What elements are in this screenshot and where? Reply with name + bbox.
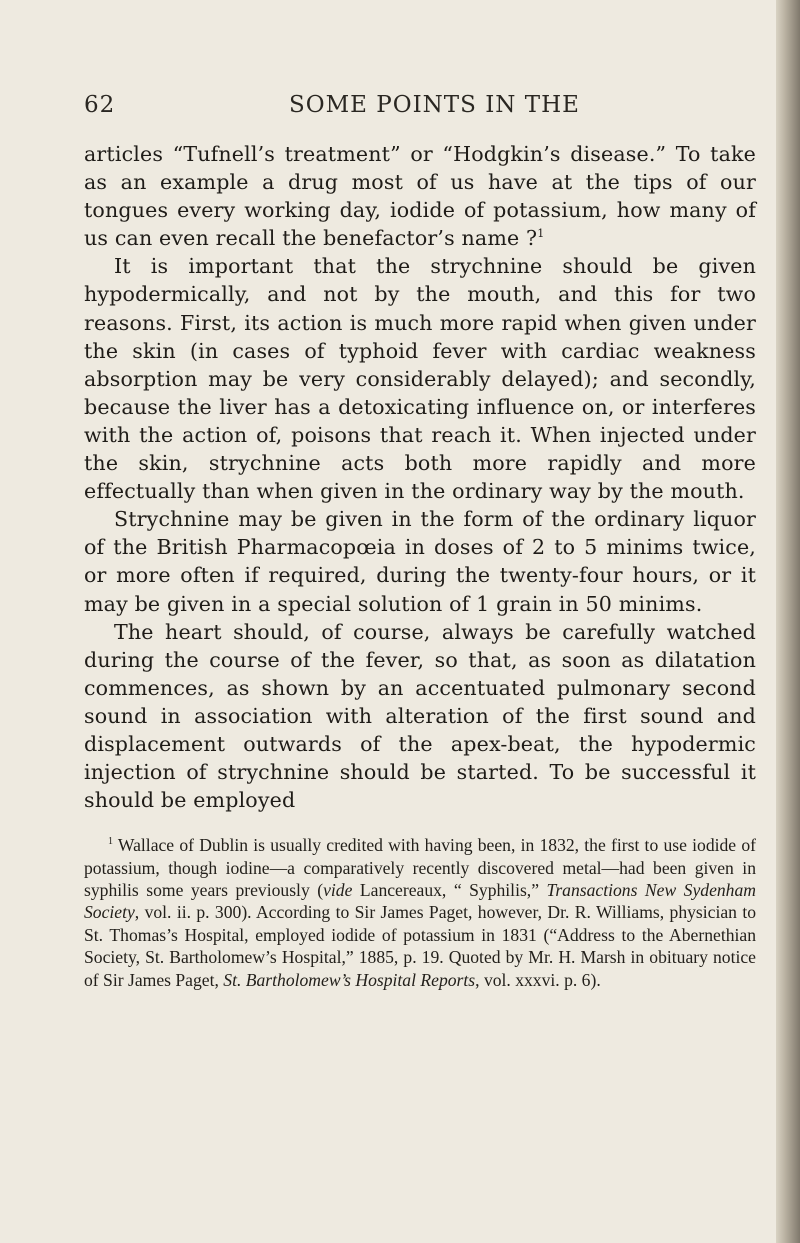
footnote-text [84, 834, 756, 991]
footnote-segment: , vol. ii. p. 300). According to Sir James Paget, however, Dr. R. Williams, physician to St. Thomas’s Hospital, employed iodide of potassium in 1831 (“Address to the Abernethian Society, St. Bartholomew’s Hospital,” 1885, p. 19. Quoted by Mr. H. Marsh in obituary notice of Sir James Paget, [84, 902, 756, 990]
running-head: SOME POINTS IN THE [289, 92, 580, 118]
paragraph-heart: The heart should, of course, always be carefully watched during the course of the fever, so that, as soon as dilatation commences, as shown by an accentuated pulmonary second sound in association with alteration of the first sound and displacement outwards of the apex-beat, the hypodermic injection of strychnine should be started. To be successful it should be employed [84, 619, 756, 813]
footnote-segment: , vol. xxxvi. p. 6). [475, 969, 601, 990]
footnote-vide: vide [323, 880, 353, 901]
page-edge-shadow [776, 0, 800, 1243]
paragraph-hypodermic: It is important that the strychnine should be given hypodermically, and not by the mouth, and this for two reasons. First, its action is much more rapid when given under the skin (in cases of typhoid fever with cardiac weakness absorption may be very considerably delayed); and secondly, because the liver has a detoxicating influence on, or interferes with the action of, poisons that reach it. When injected under the skin, strychnine acts both more rapidly and more effectually than when given in the ordinary way by the mouth. [84, 254, 756, 504]
page-content [84, 92, 756, 991]
page-header [84, 92, 756, 128]
paragraph-continued [84, 140, 756, 252]
footnote-mark: 1 [108, 836, 113, 848]
footnote-segment: Wallace of Dublin is usually credited with having been, in 1832, the first to use iodide of potassium, though iodine—a comparatively recently discovered metal—had been given in syphilis some years previously ( [84, 835, 756, 901]
body-text [84, 140, 756, 814]
footnote-reports-title: St. Bartholomew’s Hospital Reports [223, 969, 476, 990]
footnote-journal-title: Transactions New Sydenham Society [84, 880, 756, 923]
footnote [84, 834, 756, 991]
page-number: 62 [84, 92, 116, 118]
paragraph-text: articles “Tufnell’s treatment” or “Hodgkin’s disease.” To take as an example a drug most of us have at the tips of our tongues every working day, iodide of potassium, how many of us can even recall the benefactor’s name ? [84, 142, 756, 251]
footnote-segment: Lancereaux, “ Syphilis,” [352, 880, 547, 901]
footnote-reference: 1 [537, 227, 545, 241]
paragraph-dosage: Strychnine may be given in the form of the ordinary liquor of the British Pharmacopœia in doses of 2 to 5 minims twice, or more often if required, during the twenty-four hours, or it may be given in a special solution of 1 grain in 50 minims. [84, 507, 756, 616]
